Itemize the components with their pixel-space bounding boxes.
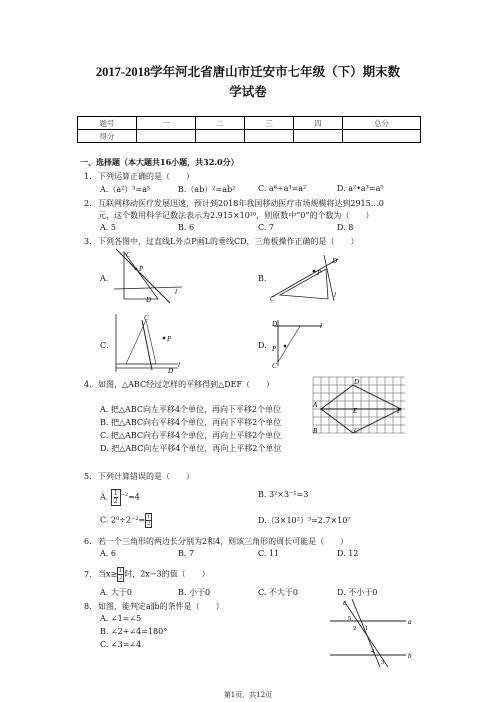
label-p: P [167, 335, 172, 343]
question-7 [84, 567, 210, 582]
table-cell: 一 [137, 117, 196, 130]
question-5 [84, 471, 194, 482]
option-a-suffix: =4 [128, 492, 140, 502]
question-number: 7. [84, 569, 92, 579]
label-e: E [353, 407, 358, 415]
option-d: D. 不小于0 [337, 588, 378, 597]
table-cell [294, 130, 343, 143]
question-number: 4. [84, 380, 92, 389]
option-d: D. 8 [337, 223, 354, 232]
label-c: C [270, 295, 275, 303]
angle-label-3: 3 [381, 659, 385, 666]
angle-label-2: 2 [353, 625, 357, 632]
label-b: B [313, 427, 318, 435]
label-c: C [144, 314, 149, 322]
page-title-line1: 2017-2018学年河北省唐山市迁安市七年级（下）期末数 [95, 65, 401, 79]
option-c: C. a⁶÷a³=a² [258, 184, 307, 193]
label-d: D [146, 296, 152, 304]
question-number: 2. [84, 199, 92, 208]
option-c-prefix: C. 2⁰÷2⁻²= [100, 515, 146, 525]
option-d: D.（3×10²）³=2.7×10⁷ [258, 516, 351, 525]
question-number: 3. [84, 237, 92, 246]
fraction-numerator: 1 [113, 490, 118, 497]
label-l: l [334, 291, 336, 299]
table-cell: 题号 [78, 117, 137, 130]
table-cell: 二 [196, 117, 245, 130]
figure-q3-c [112, 312, 184, 374]
option-b: B.（ab）²=ab² [178, 185, 236, 194]
option-a: A.（a²）³=a⁵ [100, 185, 151, 194]
question-4 [84, 379, 274, 390]
label-c: C [354, 427, 359, 435]
option-d: D. [258, 341, 267, 350]
option-c [100, 513, 152, 528]
option-b: B. 把△ABC向右平移4个单位，再向下平移2个单位 [100, 418, 282, 427]
fraction-denominator: 2 [119, 575, 123, 581]
exponent: −2 [120, 491, 129, 498]
option-a: A. 大于0 [100, 588, 132, 597]
figure-q4-grid [311, 375, 407, 439]
question-number: 8. [84, 602, 92, 611]
table-cell: 四 [294, 117, 343, 130]
question-2-line2: 元，这个数用科学记数法表示为2.915×10¹⁰，则原数中“0”的个数为（ ） [98, 211, 374, 220]
option-b: B. 3²×3⁻¹=3 [258, 490, 309, 499]
table-cell: 总分 [343, 117, 421, 130]
label-p: P [272, 345, 277, 353]
score-table [77, 116, 421, 143]
table-cell [245, 130, 294, 143]
table-cell: 得分 [78, 130, 137, 143]
label-p: P [317, 269, 322, 277]
option-a: A. [100, 274, 109, 283]
fraction-denominator: 2 [113, 498, 118, 505]
question-number: 5. [84, 472, 92, 481]
option-c: C. 不大于0 [258, 588, 299, 597]
label-d: D [272, 320, 278, 328]
question-2 [84, 198, 384, 209]
question-text: 互联网移动医疗发展迅速，预计到2018年我国移动医疗市场规模将达到2915…0 [98, 199, 384, 208]
question-3 [84, 236, 359, 247]
option-c: C. 7 [258, 223, 275, 232]
option-c: C. 11 [258, 549, 280, 558]
fraction-numerator: 1 [119, 568, 123, 574]
option-b: B. ∠2+∠4=180° [100, 627, 168, 636]
question-number: 6. [84, 537, 92, 546]
question-text: 若一个三角形的两边长分别为2和4，则该三角形的周长可能是（ ） [98, 537, 349, 546]
question-6 [84, 536, 348, 547]
figure-q3-d [270, 318, 330, 370]
label-a: A [313, 401, 318, 409]
option-b: B. 小于0 [178, 588, 211, 597]
table-cell [137, 130, 196, 143]
option-b: B. [258, 274, 267, 283]
question-text: 下列运算正确的是（ ） [98, 172, 194, 181]
figure-q8-parallel-lines [326, 597, 418, 669]
option-a: A. ∠1=∠5 [100, 614, 142, 623]
question-text: 如图，△ABC经过怎样的平移得到△DEF（ ） [98, 380, 275, 389]
option-a [100, 489, 140, 506]
label-d: D [168, 367, 174, 374]
table-cell: 三 [245, 117, 294, 130]
label-l: l [175, 288, 177, 296]
option-b: B. 7 [178, 549, 195, 558]
fraction-denominator: 2 [147, 521, 151, 527]
question-text: 下列计算错误的是（ ） [98, 472, 194, 481]
option-a: A. 5 [100, 223, 116, 232]
label-c: C [272, 362, 277, 370]
table-row [78, 117, 421, 130]
figure-q3-b [268, 253, 344, 303]
label-d: D [332, 257, 338, 265]
page-footer: 第1页，共12页 [223, 691, 273, 699]
question-1 [84, 171, 194, 182]
label-f: F [397, 407, 402, 415]
label-l: l [178, 361, 180, 369]
question-text: 如图，能判定a∥b的条件是（ ） [98, 602, 224, 611]
label-a: a [408, 618, 412, 626]
angle-label-5: 5 [348, 615, 352, 622]
option-c: C. 把△ABC向右平移4个单位，再向上平移2个单位 [100, 431, 282, 440]
label-c: C [126, 251, 131, 259]
option-c: C. ∠3=∠4 [100, 640, 142, 649]
table-cell [343, 130, 421, 143]
label-b: b [408, 652, 412, 660]
angle-label-1: 1 [365, 625, 369, 632]
option-d: D. 把△ABC向左平移4个单位，再向上平移2个单位 [100, 444, 282, 453]
question-text-pre: 当x≥ [98, 569, 118, 579]
label-p: P [139, 265, 144, 273]
question-8 [84, 601, 224, 612]
section-heading: 一、选择题（本大题共16小题，共32.0分） [80, 157, 239, 167]
label-d: D [354, 378, 360, 386]
page-title-line2: 学试卷 [229, 85, 267, 99]
option-a: A. 把△ABC向左平移4个单位，再向下平移2个单位 [100, 405, 282, 414]
label-c: c [343, 599, 347, 607]
question-text-post: 时，2x−3的值（ ） [124, 569, 210, 579]
angle-label-4: 4 [371, 648, 375, 655]
table-cell [196, 130, 245, 143]
question-number: 1. [84, 172, 92, 181]
figure-q3-a [112, 247, 184, 305]
option-d: D. a²•a³=a⁵ [337, 184, 384, 193]
option-a: A. 6 [100, 549, 116, 558]
option-d: D. 12 [337, 549, 359, 558]
fraction-numerator: 1 [147, 514, 151, 520]
option-b: B. 6 [178, 223, 195, 232]
fraction-box [111, 489, 121, 506]
question-text: 下列各图中，过直线L外点P画L的垂线CD，三角板操作正确的是（ ） [98, 237, 359, 246]
fraction-box [145, 513, 152, 528]
label-l: l [320, 322, 322, 330]
option-c: C. [100, 341, 109, 350]
option-a-prefix: A. [100, 492, 109, 502]
table-row [78, 130, 421, 143]
